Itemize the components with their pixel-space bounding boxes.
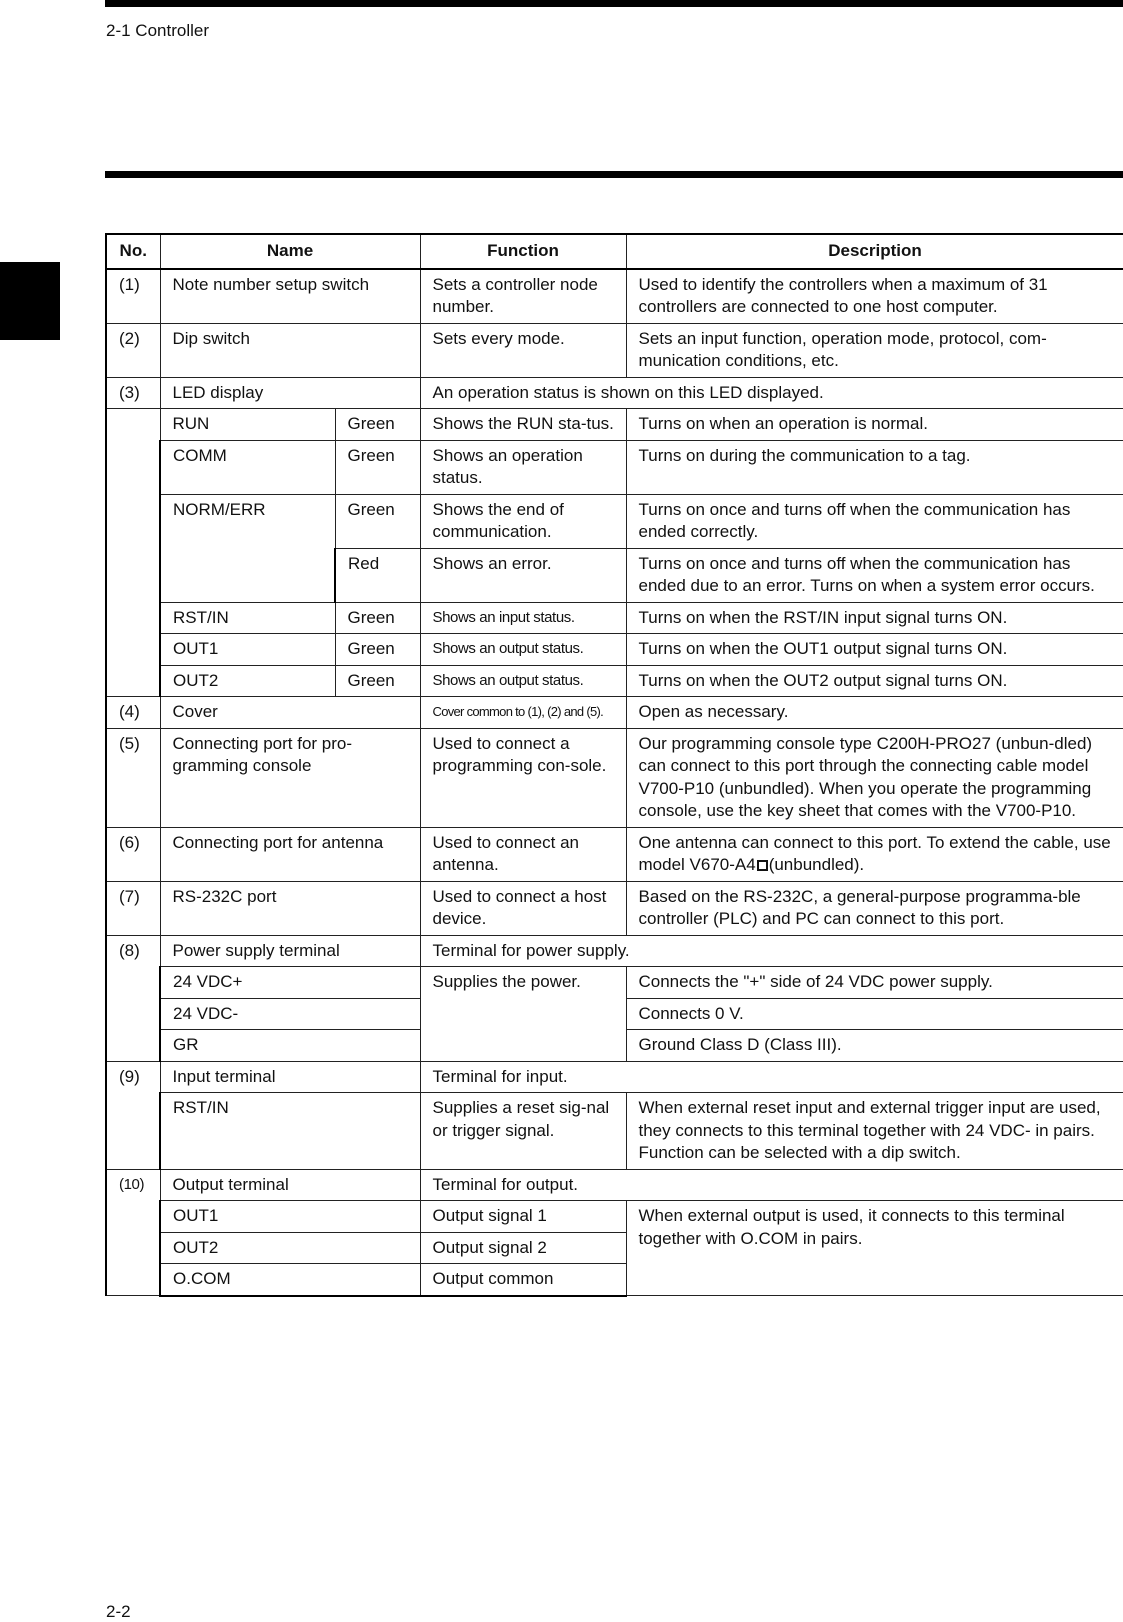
row-function: Terminal for power supply. <box>420 935 1123 967</box>
row-name: RS-232C port <box>160 881 420 935</box>
row-name: Connecting port for antenna <box>160 827 420 881</box>
row-name: Input terminal <box>160 1061 420 1093</box>
row-name: Dip switch <box>160 323 420 377</box>
terminal-name: 24 VDC- <box>160 998 420 1030</box>
description-text: One antenna can connect to this port. To extend the cable, use model V670-A4 <box>638 832 1111 874</box>
row-description: Ground Class D (Class III). <box>626 1030 1123 1062</box>
row-number: (10) <box>106 1169 160 1296</box>
row-description: Sets an input function, operation mode, protocol, com-munication conditions, etc. <box>626 323 1123 377</box>
table-row <box>106 1061 1123 1093</box>
row-function: Shows an error. <box>420 548 626 602</box>
row-function: Sets every mode. <box>420 323 626 377</box>
row-function: Used to connect a host device. <box>420 881 626 935</box>
terminal-name: GR <box>160 1030 420 1062</box>
led-color: Green <box>335 494 420 548</box>
led-color: Green <box>335 665 420 697</box>
col-header-function: Function <box>420 234 626 269</box>
table-row <box>106 697 1123 729</box>
row-description: Turns on during the communication to a tag. <box>626 440 1123 494</box>
row-number: (2) <box>106 323 160 377</box>
row-number: (5) <box>106 728 160 827</box>
terminal-name: OUT2 <box>160 1232 420 1264</box>
row-number: (7) <box>106 881 160 935</box>
table-row <box>106 602 1123 634</box>
table-row <box>106 409 1123 441</box>
led-name: OUT1 <box>160 634 335 666</box>
led-color: Green <box>335 409 420 441</box>
row-function: Supplies a reset sig-nal or trigger signal. <box>420 1093 626 1170</box>
header-title: 2-1 Controller <box>106 21 209 40</box>
led-name: COMM <box>160 440 335 494</box>
row-number: (1) <box>106 269 160 324</box>
table-row <box>106 323 1123 377</box>
section-rule <box>105 171 1123 178</box>
row-description: Our programming console type C200H-PRO27 (unbun-dled) can connect to this port through the connecting cable model V700-P10 (unbundled). When you operate the programming console, use the key sheet that comes with the V700-P10. <box>626 728 1123 827</box>
row-description: Turns on when the RST/IN input signal turns ON. <box>626 602 1123 634</box>
controller-parts-table <box>105 233 1123 1297</box>
row-description: When external output is used, it connects to this terminal together with O.COM in pairs. <box>626 1201 1123 1296</box>
table-row <box>106 665 1123 697</box>
row-name: Power supply terminal <box>160 935 420 967</box>
table-row <box>106 827 1123 881</box>
table-row <box>106 634 1123 666</box>
description-text: (unbundled). <box>768 855 865 874</box>
row-function: Used to connect a programming con-sole. <box>420 728 626 827</box>
row-name: Output terminal <box>160 1169 420 1201</box>
table-row <box>106 881 1123 935</box>
row-function: Shows an output status. <box>420 665 626 697</box>
row-description: Turns on when the OUT2 output signal turns ON. <box>626 665 1123 697</box>
table-row <box>106 935 1123 967</box>
row-function: Shows the end of communication. <box>420 494 626 548</box>
row-description: Based on the RS-232C, a general-purpose programma-ble controller (PLC) and PC can connect to this port. <box>626 881 1123 935</box>
terminal-name: RST/IN <box>160 1093 420 1170</box>
row-description: Turns on once and turns off when the communication has ended correctly. <box>626 494 1123 548</box>
top-rule <box>105 0 1123 7</box>
row-function: Output signal 1 <box>420 1201 626 1233</box>
row-number: (4) <box>106 697 160 729</box>
row-description: Turns on when an operation is normal. <box>626 409 1123 441</box>
chapter-tab-marker <box>0 262 60 340</box>
led-color: Green <box>335 602 420 634</box>
row-number: (8) <box>106 935 160 1061</box>
table-row <box>106 494 1123 548</box>
row-function: Shows an output status. <box>420 634 626 666</box>
row-description: Turns on when the OUT1 output signal turns ON. <box>626 634 1123 666</box>
led-color: Green <box>335 634 420 666</box>
terminal-name: OUT1 <box>160 1201 420 1233</box>
row-function: Shows an operation status. <box>420 440 626 494</box>
row-function: Output signal 2 <box>420 1232 626 1264</box>
led-color: Green <box>335 440 420 494</box>
row-function: Terminal for output. <box>420 1169 1123 1201</box>
table-row <box>106 728 1123 827</box>
table-row <box>106 1169 1123 1201</box>
row-name: Connecting port for pro-gramming console <box>160 728 420 827</box>
table-row <box>106 440 1123 494</box>
led-name: RUN <box>160 409 335 441</box>
col-header-description: Description <box>626 234 1123 269</box>
row-number-empty <box>106 409 160 697</box>
table-row <box>106 967 1123 999</box>
led-name: NORM/ERR <box>160 494 335 602</box>
row-description: When external reset input and external trigger input are used, they connects to this terminal together with 24 VDC- in pairs. Function can be selected with a dip switch. <box>626 1093 1123 1170</box>
row-description <box>626 827 1123 881</box>
row-function: Sets a controller node number. <box>420 269 626 324</box>
row-name: Note number setup switch <box>160 269 420 324</box>
row-number: (6) <box>106 827 160 881</box>
row-function: Supplies the power. <box>420 967 626 1062</box>
page-number: 2-2 <box>106 1602 131 1621</box>
row-number: (3) <box>106 377 160 409</box>
col-header-name: Name <box>160 234 420 269</box>
row-description: Open as necessary. <box>626 697 1123 729</box>
terminal-name: O.COM <box>160 1264 420 1296</box>
row-description: Connects the "+" side of 24 VDC power supply. <box>626 967 1123 999</box>
row-function: An operation status is shown on this LED displayed. <box>420 377 1123 409</box>
led-name: RST/IN <box>160 602 335 634</box>
row-function: Shows the RUN sta-tus. <box>420 409 626 441</box>
row-description: Connects 0 V. <box>626 998 1123 1030</box>
row-function: Shows an input status. <box>420 602 626 634</box>
terminal-name: 24 VDC+ <box>160 967 420 999</box>
table-row <box>106 377 1123 409</box>
row-number: (9) <box>106 1061 160 1169</box>
row-function: Used to connect an antenna. <box>420 827 626 881</box>
row-function: Cover common to (1), (2) and (5). <box>420 697 626 729</box>
row-function: Output common <box>420 1264 626 1296</box>
col-header-no: No. <box>106 234 160 269</box>
led-name: OUT2 <box>160 665 335 697</box>
row-name: Cover <box>160 697 420 729</box>
box-placeholder-icon <box>757 860 768 871</box>
table-row <box>106 269 1123 324</box>
table-row <box>106 1201 1123 1233</box>
row-name: LED display <box>160 377 420 409</box>
row-description: Used to identify the controllers when a maximum of 31 controllers are connected to one host computer. <box>626 269 1123 324</box>
table-header-row <box>106 234 1123 269</box>
table-row <box>106 1093 1123 1170</box>
row-description: Turns on once and turns off when the communication has ended due to an error. Turns on when a system error occurs. <box>626 548 1123 602</box>
led-color: Red <box>335 548 420 602</box>
row-function: Terminal for input. <box>420 1061 1123 1093</box>
